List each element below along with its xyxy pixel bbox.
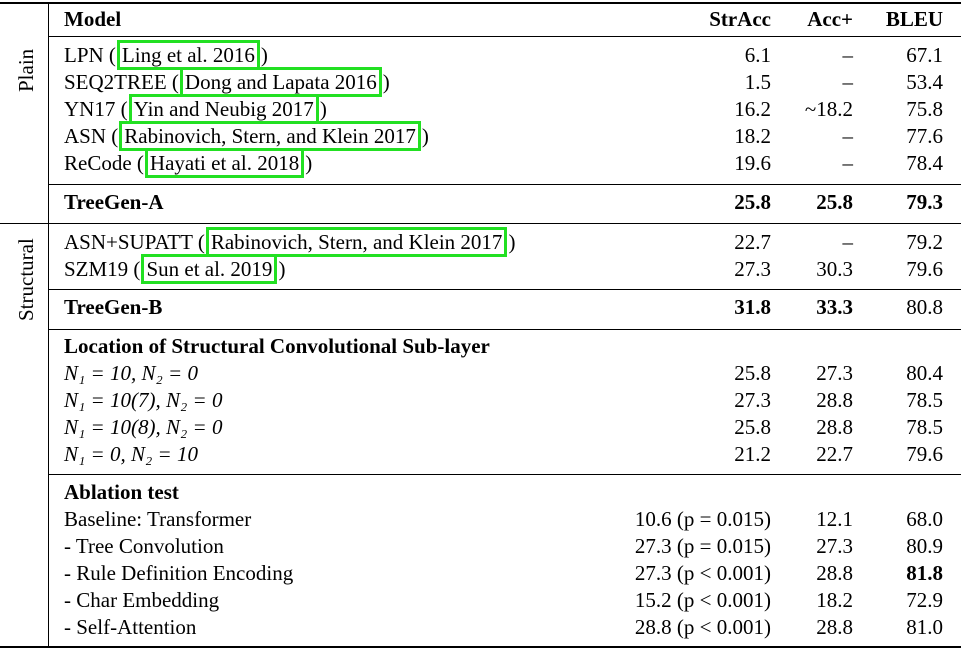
model-cell: TreeGen-B <box>64 295 163 319</box>
citation-box: Hayati et al. 2018 <box>145 148 304 178</box>
ablation-rule <box>48 474 961 475</box>
stracc-cell: 28.8 (p < 0.001) <box>634 615 771 639</box>
table-row <box>0 42 961 69</box>
location-rule <box>48 329 961 330</box>
stracc-cell: 21.2 <box>734 442 771 466</box>
group-label-plain: Plain <box>14 48 38 92</box>
plain-treegen-rule <box>48 184 961 185</box>
accplus-cell: 27.3 <box>816 361 853 385</box>
model-cell: ASN ( Rabinovich, Stern, and Klein 2017 ) <box>64 123 429 150</box>
bleu-cell: 67.1 <box>906 43 943 67</box>
bleu-cell: 78.5 <box>906 388 943 412</box>
table-row <box>0 256 961 283</box>
model-cell: LPN ( Ling et al. 2016 ) <box>64 42 268 69</box>
citation-box: Sun et al. 2019 <box>141 254 277 284</box>
stracc-cell: 19.6 <box>734 151 771 175</box>
bottom-rule <box>0 646 961 648</box>
accplus-cell: 22.7 <box>816 442 853 466</box>
model-cell: N₁ = 10(7), N₂ = 0 <box>64 388 223 412</box>
stracc-cell: 15.2 (p < 0.001) <box>634 588 771 612</box>
stracc-cell: 27.3 <box>734 257 771 281</box>
stracc-cell: 10.6 (p = 0.015) <box>634 507 771 531</box>
model-cell: N₁ = 0, N₂ = 10 <box>64 442 198 466</box>
accplus-cell: 28.8 <box>816 615 853 639</box>
accplus-cell: 30.3 <box>816 257 853 281</box>
stracc-cell: 25.8 <box>734 361 771 385</box>
table-row <box>0 587 961 614</box>
treegen-a-row <box>0 189 961 216</box>
table-row <box>0 387 961 414</box>
accplus-cell: 28.8 <box>816 415 853 439</box>
table-row <box>0 360 961 387</box>
header-model: Model <box>64 7 122 31</box>
table-row <box>0 414 961 441</box>
accplus-cell: 25.8 <box>816 190 853 214</box>
section-title-row <box>0 333 961 360</box>
top-rule <box>0 2 961 4</box>
header-row <box>0 6 961 33</box>
accplus-cell: 28.8 <box>816 561 853 585</box>
stracc-cell: 16.2 <box>734 97 771 121</box>
table-row <box>0 150 961 177</box>
stracc-cell: 25.8 <box>734 415 771 439</box>
bleu-cell: 79.2 <box>906 230 943 254</box>
model-cell: - Tree Convolution <box>64 534 224 558</box>
bleu-cell: 75.8 <box>906 97 943 121</box>
accplus-cell: ~18.2 <box>804 97 853 121</box>
table-row <box>0 229 961 256</box>
model-cell: - Self-Attention <box>64 615 197 639</box>
accplus-cell: 28.8 <box>816 388 853 412</box>
bleu-cell: 78.5 <box>906 415 943 439</box>
accplus-cell: 18.2 <box>816 588 853 612</box>
citation-box: Yin and Neubig 2017 <box>129 94 319 124</box>
header-stracc: StrAcc <box>709 7 771 31</box>
bleu-cell: 68.0 <box>906 507 943 531</box>
accplus-cell: 27.3 <box>816 534 853 558</box>
header-accplus: Acc+ <box>807 7 853 31</box>
bleu-cell: 80.8 <box>906 295 943 319</box>
group-label-structural: Structural <box>14 238 38 322</box>
accplus-cell: – <box>842 70 853 94</box>
structural-treegen-rule <box>48 289 961 290</box>
accplus-cell: 33.3 <box>816 295 853 319</box>
bleu-cell: 80.9 <box>906 534 943 558</box>
table-row <box>0 533 961 560</box>
model-cell: Baseline: Transformer <box>64 507 252 531</box>
citation-box: Rabinovich, Stern, and Klein 2017 <box>119 121 421 151</box>
citation-box: Dong and Lapata 2016 <box>180 67 382 97</box>
bleu-cell: 72.9 <box>906 588 943 612</box>
bleu-cell: 53.4 <box>906 70 943 94</box>
stracc-cell: 22.7 <box>734 230 771 254</box>
table-row <box>0 123 961 150</box>
stracc-cell: 18.2 <box>734 124 771 148</box>
stracc-cell: 31.8 <box>734 295 771 319</box>
model-cell: TreeGen-A <box>64 190 164 214</box>
model-cell: ReCode ( Hayati et al. 2018 ) <box>64 150 312 177</box>
accplus-cell: – <box>842 151 853 175</box>
model-cell: - Rule Definition Encoding <box>64 561 294 585</box>
table-row <box>0 506 961 533</box>
citation-box: Rabinovich, Stern, and Klein 2017 <box>206 227 508 257</box>
stracc-cell: 27.3 (p < 0.001) <box>634 561 771 585</box>
stracc-cell: 6.1 <box>744 43 771 67</box>
bleu-cell: 78.4 <box>906 151 943 175</box>
bleu-cell: 80.4 <box>906 361 943 385</box>
section-title-ablation: Ablation test <box>64 480 179 504</box>
table-row <box>0 560 961 587</box>
model-cell: SZM19 ( Sun et al. 2019 ) <box>64 256 285 283</box>
accplus-cell: – <box>842 43 853 67</box>
citation-box: Ling et al. 2016 <box>117 40 260 70</box>
header-rule <box>48 36 961 37</box>
bleu-cell: 77.6 <box>906 124 943 148</box>
bleu-cell: 81.0 <box>906 615 943 639</box>
accplus-cell: – <box>842 124 853 148</box>
table-row <box>0 614 961 641</box>
stracc-cell: 1.5 <box>744 70 771 94</box>
model-cell: ASN+SUPATT ( Rabinovich, Stern, and Klein 2017 ) <box>64 229 515 256</box>
model-cell: SEQ2TREE ( Dong and Lapata 2016 ) <box>64 69 390 96</box>
model-cell: N₁ = 10, N₂ = 0 <box>64 361 198 385</box>
group-separator-rule <box>0 223 961 224</box>
model-cell: N₁ = 10(8), N₂ = 0 <box>64 415 223 439</box>
table-row <box>0 441 961 468</box>
treegen-b-row <box>0 294 961 321</box>
bleu-cell: 79.6 <box>906 257 943 281</box>
stracc-cell: 27.3 <box>734 388 771 412</box>
table-row <box>0 96 961 123</box>
table-row <box>0 69 961 96</box>
accplus-cell: – <box>842 230 853 254</box>
accplus-cell: 12.1 <box>816 507 853 531</box>
model-cell: - Char Embedding <box>64 588 220 612</box>
bleu-cell: 79.6 <box>906 442 943 466</box>
header-bleu: BLEU <box>885 7 943 31</box>
model-cell: YN17 ( Yin and Neubig 2017 ) <box>64 96 327 123</box>
stracc-cell: 25.8 <box>734 190 771 214</box>
stracc-cell: 27.3 (p = 0.015) <box>634 534 771 558</box>
bleu-cell: 81.8 <box>906 561 943 585</box>
section-title-location: Location of Structural Convolutional Sub-layer <box>64 334 490 358</box>
bleu-cell: 79.3 <box>906 190 943 214</box>
section-title-row <box>0 479 961 506</box>
